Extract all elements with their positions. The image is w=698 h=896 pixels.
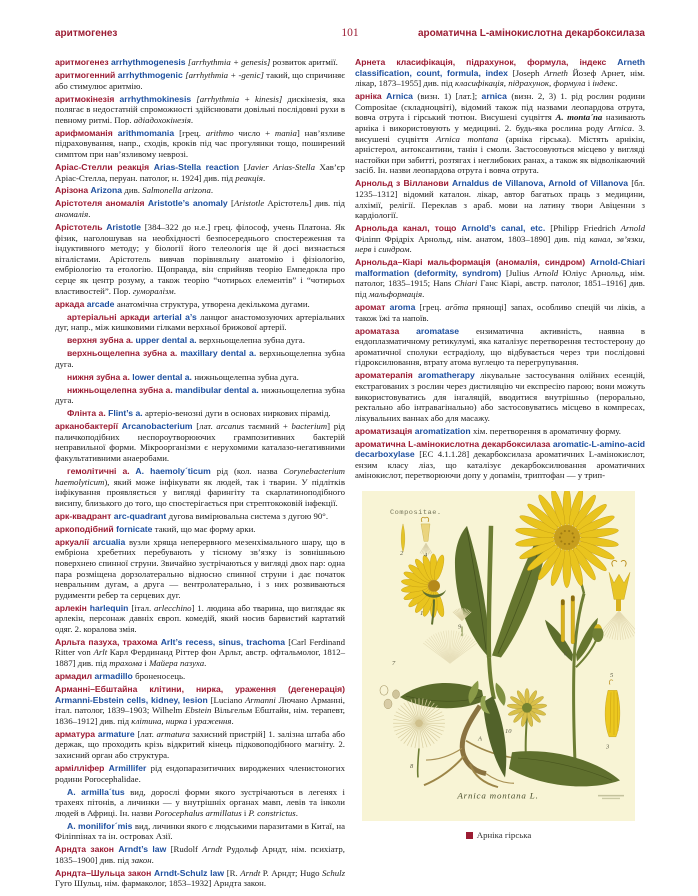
italic-text: mania	[274, 127, 297, 138]
figure-number-label: 2	[400, 550, 404, 557]
dictionary-entry	[55, 185, 345, 196]
definition-text: [R.	[226, 867, 241, 878]
headword-en: Armanni-Ebstein cells, kidney, lesion	[55, 694, 211, 705]
arnica-figure	[362, 491, 635, 840]
headword-en: arcade	[86, 298, 117, 309]
dictionary-entry	[55, 511, 345, 522]
definition-text: Йозеф Арнет, нім. лікар, 1873–1955] див. під	[355, 67, 645, 89]
dictionary-entry	[55, 868, 345, 889]
dictionary-entry	[355, 178, 645, 220]
definition-text: [Luciano	[210, 694, 246, 705]
dictionary-entry	[55, 128, 345, 160]
dictionary-entry	[55, 821, 345, 842]
headword-uk: Арістотель	[55, 222, 107, 233]
definition-text: анатомічна структура, утворена декількома дугами.	[116, 298, 310, 309]
headword-en: Arneth classification, count, formula, index	[355, 57, 645, 78]
definition-text: .	[295, 807, 298, 818]
definition-text: такий, що спричиняє або стимулює аритмію.	[55, 69, 345, 91]
botanical-plate-illustration	[362, 491, 635, 821]
italic-text: синдром	[378, 244, 410, 255]
headword-uk: нижньощелепна зубна a.	[67, 384, 176, 395]
caption-bullet-square	[466, 832, 473, 839]
right-column	[355, 57, 645, 891]
headword-en: Arizona	[90, 185, 125, 196]
headword-uk: Арманні–Ебштайна клітини, нирка, ураження (дегенерація)	[55, 684, 345, 695]
headword-en: arc-quadrant	[113, 510, 169, 521]
definition-text: ензиматична активність, наявна в ендоплазматичному ретикулумі, яка каталізує перетворення тестостерону до ароматичної сполуки естрадіолу, що відбувається через три послідовні гідроксилювання, втрату атома вуглецю та перегрупування.	[355, 325, 645, 368]
definition-text: Лючано Арманні, італ. патолог, 1839–1903; Wilhelm	[55, 694, 345, 716]
definition-text: [лат.	[137, 728, 157, 739]
headword-uk: аритмогенний	[55, 69, 118, 80]
definition-text: число +	[238, 127, 275, 138]
definition-text: дискінезія, яка полягає в недостатній спроможності здійснювати довільні послідовні рухи в певному ритмі. Пор.	[55, 93, 345, 125]
definition-text: і	[189, 715, 195, 726]
headword-uk: армадил	[55, 671, 95, 682]
dictionary-entry	[355, 439, 645, 481]
definition-text: [італ.	[131, 602, 154, 613]
italic-text: закон	[131, 854, 152, 865]
headword-en: maxillary dental a.	[180, 348, 260, 359]
headword-en: Arnica	[386, 91, 418, 102]
italic-text: arcanus	[216, 421, 248, 432]
headword-uk: Арнольда–Кіарі мальформація (аномалія, синдром)	[355, 257, 591, 268]
headword-en: armadillo	[94, 671, 136, 682]
definition-text: Юліус Арнольд, нім. патолог, 1835–1915; Hans	[355, 267, 646, 289]
definition-text: [лат.	[196, 421, 217, 432]
dictionary-entry	[355, 426, 645, 437]
headword-en: arrhythmogenic	[117, 69, 186, 80]
headword-en: arithmomania	[117, 127, 180, 138]
figure-number-label: A	[478, 735, 482, 743]
figure-number-label: 8	[410, 762, 414, 770]
definition-text: захисний пристрій] 1. залізна штаба або держак, що проходить крізь відкритий кінець підковоподібного магніту. 2. захисний орган або структура.	[55, 728, 345, 760]
dictionary-entry	[55, 335, 345, 346]
italic-text: [arrhythmia + genesis]	[187, 57, 273, 67]
headword-en: Aristotle’s anomaly	[147, 198, 232, 209]
headword-en: armature	[97, 728, 138, 739]
left-column	[55, 57, 345, 891]
definition-text: .	[422, 289, 425, 300]
headword-en: aromatic-L-amino-acid decarboxylase	[355, 438, 645, 460]
definition-text: таємний +	[247, 421, 292, 432]
definition-text: .	[151, 854, 154, 865]
dictionary-entry	[55, 312, 345, 333]
headword-en: aroma	[389, 302, 420, 313]
text-columns	[55, 57, 645, 891]
headword-uk: арніка	[355, 91, 387, 102]
definition-text: ), який може інфікувати як людей, так і тварин. У підлітків інфікування проявляється у вигляді фарингіту та скарлатиноподібного висипу, близького до того, що спостерігається при стрептококовій інфекції.	[55, 476, 345, 508]
dictionary-entry	[355, 91, 645, 176]
dictionary-entry	[55, 684, 345, 726]
headword-en: upper dental a.	[135, 335, 200, 346]
italic-text: Armanni	[245, 694, 279, 705]
headword-uk: ароматична L-амінокислотна декарбоксилаза	[355, 438, 553, 449]
italic-text: armatura	[156, 728, 193, 739]
dictionary-entry	[55, 385, 345, 406]
italic-text: Corynebacterium haemolyticum	[55, 466, 345, 487]
figure-number-label: 7	[392, 660, 396, 668]
headword-uk: верхня зубна a.	[67, 335, 136, 346]
headword-en: aromatase	[416, 325, 476, 336]
definition-text: такий, що має форму арки.	[154, 523, 256, 534]
definition-text: Рудольф Арндт, нім. психіатр, 1835–1900] див. під	[55, 844, 345, 865]
dictionary-entry	[355, 302, 645, 323]
headword-uk: Арнольда канал, тощо	[355, 223, 462, 234]
italic-text: P. constrictus	[248, 807, 296, 818]
dictionary-entry	[55, 603, 345, 635]
dictionary-entry	[55, 537, 345, 601]
italic-text: Schulz	[322, 867, 345, 878]
headword-uk: аркоподібний	[55, 523, 117, 534]
italic-text: Porocephalus armillatus	[154, 807, 244, 818]
italic-text: Arndt	[240, 867, 263, 878]
definition-text: розвиток аритмії.	[272, 57, 338, 67]
italic-text: arlecchino	[153, 602, 192, 613]
headword-uk: Арнета класифікація, підрахунок, формула, індекс	[355, 57, 618, 67]
plate-species-label: Arnica montana L.	[457, 790, 539, 801]
headword-uk: аркада	[55, 298, 87, 309]
definition-text: .	[262, 172, 266, 183]
italic-text: ураження	[194, 715, 232, 726]
dictionary-entry	[55, 372, 345, 383]
dictionary-entry	[55, 70, 345, 91]
italic-text: трахома	[109, 658, 145, 669]
italic-text: реакція	[235, 172, 263, 183]
figure-number-label: 1	[420, 610, 424, 617]
plate-family-label: Compositae.	[390, 509, 442, 518]
page-number: 101	[341, 27, 359, 39]
dictionary-entry	[55, 671, 345, 682]
italic-text: bacterium	[291, 421, 328, 432]
headword-uk: аритмокінезія	[55, 93, 120, 104]
headword-uk: аритмогенез	[55, 57, 112, 67]
dictionary-entry	[55, 198, 345, 219]
italic-text: мальформація	[368, 289, 423, 300]
headword-uk: ароматаза	[355, 325, 417, 336]
headword-uk: арлекін	[55, 602, 90, 613]
headword-en: Flint’s a.	[108, 408, 146, 419]
dictionary-entry	[355, 326, 645, 368]
definition-text: ] нав’язливе підраховування, напр., сходів, кроків під час прогулянки тощо, поширений симптом при нав’язливому неврозі.	[55, 127, 345, 159]
definition-text: (визн. 1) [лат.];	[417, 91, 482, 102]
definition-text: ] 1. людина або тварина, що виглядає як арлекін, персонаж давніх європ. комедій, який носив барвистий картатий одяг. 2. коралова змія.	[55, 602, 345, 634]
italic-text: індекс	[592, 78, 616, 89]
definition-text: [EC 4.1.1.28] декарбоксилаза ароматичних L-амінокислот, ензим класу ліаз, що каталізує декарбоксилювання ароматичних амінокислот, перетворюючи допу у допамін, триптофан — у трип-	[355, 449, 645, 481]
definition-text: [Carl Ferdinand Ritter von	[55, 636, 345, 658]
definition-text: .	[204, 658, 207, 669]
definition-text: і	[373, 244, 379, 255]
headword-en: arcualia	[92, 536, 130, 547]
definition-text: . 3. висушені суцвіття	[355, 122, 646, 144]
figure-caption	[362, 830, 635, 840]
headword-en: A. armilla´tus	[67, 786, 131, 797]
headword-uk: аркуалії	[55, 536, 93, 547]
definition-text: [Philipp Friedrich	[550, 223, 621, 234]
definition-text: [384–322 до н.е.] грец. філософ, учень Платона. Як фізик, наголошував на необхідності безпосереднього спостереження та індуктивного методу; у біології його телеологія ще й досі визнається віталістами. Арістотель вивчав порівняльну анатомію і фізіологію, ембріологію та етологію. Щоправда, він сприйняв теорію Емпедокла про серце як центр розуму, а також теорію “чотирьох елементів” і “чотирьох властивостей”. Пор.	[55, 222, 345, 296]
definition-text: [	[231, 198, 234, 209]
dictionary-entry	[55, 844, 345, 865]
definition-text: .	[210, 185, 214, 196]
definition-text: рід ендопаразитичних вироджених членистоногих родини Porocephalidae.	[55, 762, 345, 784]
headword-en: A. monilifor´mis	[67, 820, 135, 831]
definition-text: [	[243, 161, 247, 172]
headword-en: arterial a’s	[153, 311, 201, 322]
species-name-italic: A. monta´na	[555, 112, 606, 123]
definition-text: [Rudolf	[170, 844, 203, 855]
dictionary-entry	[55, 466, 345, 508]
dictionary-entry	[55, 787, 345, 819]
headword-en: Arcanobacterium	[121, 421, 197, 432]
definition-text: броненосець.	[135, 671, 186, 682]
definition-text: лікувальне застосування олійних есенцій, екстрагованих з рослин через дистиляцію чи експресію парою; вони можуть використовуватись для інгаляцій, вводитися внутрішньо (перорально, ректально або інтравагінально) або застосовуватись місцево в компресах, лікувальних ваннах або для масажу.	[355, 370, 645, 423]
italic-text: arithmo	[205, 127, 239, 138]
italic-text: Arnica montana	[435, 133, 506, 144]
definition-text: і	[243, 807, 249, 818]
definition-text: [Julius	[505, 267, 534, 278]
definition-text: нижньощелепна зубна дуга.	[55, 384, 345, 406]
italic-text: Ebstein	[185, 705, 215, 716]
dictionary-entry	[55, 421, 345, 463]
dictionary-entry	[55, 222, 345, 296]
italic-text: [arrhythmia + -genic]	[185, 69, 267, 80]
headword-en: aromatization	[414, 425, 473, 436]
definition-text: .	[190, 114, 194, 125]
definition-text: Карл Фердинанд Ріттер фон Арльт, австр. офтальмолог, 1812–1887] див. під	[55, 647, 345, 669]
definition-text: верхньощелепна зубна дуга.	[55, 348, 346, 369]
definition-text: Арістотель] див. під	[267, 198, 345, 209]
headword-uk: Арльта пазуха, трахома	[55, 636, 161, 647]
headword-en: Arnold’s canal, etc.	[461, 223, 551, 234]
italic-text: Arneth	[544, 67, 573, 78]
figure-number-label: 3	[606, 743, 610, 751]
italic-text: Arnold	[533, 267, 563, 278]
italic-text: аномалія	[55, 209, 89, 220]
italic-text: канал, зв’язки, нерв	[355, 233, 645, 255]
headword-en: Arnaldus de Villanova, Arnold of Villanova	[451, 178, 632, 189]
headword-en: Arlt’s recess, sinus, trachoma	[160, 636, 289, 647]
definition-text: артеріо-венозні дуги в основах ниркових пірамід.	[145, 408, 331, 419]
headword-en: Arndt-Schulz law	[154, 867, 227, 878]
italic-text: адіадохокінезія	[133, 114, 191, 125]
running-head	[55, 28, 645, 42]
italic-text: Arnica	[607, 122, 632, 133]
running-head-right: ароматична L-амінокислотна декарбоксилаза	[418, 28, 645, 39]
headword-en: Arias-Stella reaction	[153, 161, 244, 172]
definition-text: ] рід паличкоподібних неспороутворюючих грампозитивних бактерій неправильної форми. Мікроорганізми є нерухомими каталазо-негативними факультативними анаеробами.	[55, 421, 346, 464]
definition-text: .	[88, 209, 91, 220]
dictionary-entry	[55, 162, 345, 183]
definition-text: верхньощелепна зубна дуга.	[199, 335, 305, 346]
definition-text: і	[587, 78, 593, 89]
definition-text: .	[615, 78, 618, 89]
italic-text: Arnold	[620, 223, 646, 234]
headword-uk: ароматерапія	[355, 370, 418, 381]
headword-uk: арматура	[55, 728, 98, 739]
figure-number-label: 10	[505, 728, 512, 735]
italic-text: Майера пазуха	[149, 658, 205, 669]
italic-text: клітина, нирка	[131, 715, 190, 726]
headword-uk: верхньощелепна зубна a.	[67, 348, 181, 359]
figure-number-label: 9	[458, 623, 462, 631]
dictionary-entry	[55, 299, 345, 310]
headword-en: fornicate	[116, 523, 155, 534]
headword-en: Arnold-Chiari malformation (deformity, syndrom)	[355, 257, 645, 278]
dictionary-entry	[55, 637, 345, 669]
running-head-left: аритмогенез	[55, 28, 118, 39]
definition-text: Філіпп Фрідріх Арнольд, нім. анатом, 1803–1890] див. під	[355, 233, 590, 244]
definition-text: Ганс Кіарі, австр. патолог, 1851–1916] див. під	[355, 278, 645, 300]
headword-uk: арифмоманія	[55, 127, 118, 138]
dictionary-entry	[355, 370, 645, 423]
headword-uk: Аріас-Стелли реакція	[55, 161, 154, 172]
definition-text: (визн. 2, 3) 1. рід рослин родини Compositae (складноцвіті), відомий також під назвами леопардова отрута, вовча отрута і гірський тютюн. Висушені суцвіття	[355, 91, 645, 123]
definition-text: вузли хряща неперервного мезенхімального шару, що в ембріона хребетних перебувають у тісному зв’язку із зовнішньою поверхнею спинної струни. Звичайно зустрічаються у вигляді двох пар: одна пара розміщена дорзолатерально відносно спинної струни і дає початок невральним дугам, а друга — вентролатерально, і з них розвиваються рудименти ребер та серцевих дуг.	[55, 536, 345, 600]
italic-text: Arlt	[93, 647, 110, 658]
headword-uk: нижня зубна a.	[67, 371, 133, 382]
dictionary-entry	[355, 223, 645, 255]
headword-uk: гемолітичні a.	[67, 466, 136, 477]
seed-head-puff	[393, 698, 445, 748]
headword-en: aromatherapy	[417, 370, 480, 381]
headword-en: A. haemoly´ticum	[135, 466, 217, 477]
definition-text: прянощі] запах, особливо спецій чи ліків, а також їжі та напоїв.	[355, 302, 645, 323]
italic-text: гуморалізм	[132, 285, 174, 296]
definition-text: хім. перетворення в ароматичну форму.	[472, 425, 621, 436]
definition-text: [бл. 1235–1312] відомий каталон. лікар, автор багатьох праць з медицини, алхімії, релігії. Переклав з араб. мови на латину твори Авіценни з кардіології.	[355, 178, 645, 221]
definition-text: .	[231, 715, 234, 726]
definition-text: називають арніка і використовують у медицині. 2. будь-яка рослина роду	[355, 112, 645, 133]
headword-uk: Флінта a.	[67, 408, 109, 419]
headword-uk: Арнольд з Вілланови	[355, 178, 452, 189]
definition-text: [грец.	[419, 302, 446, 313]
figure-number-label: 6	[564, 650, 568, 658]
figure-number-label: 4	[424, 551, 428, 559]
headword-en: mandibular dental a.	[175, 384, 262, 395]
headword-uk: арканобактерії	[55, 421, 122, 432]
dictionary-entry	[55, 94, 345, 126]
headword-uk: аромат	[355, 302, 390, 313]
definition-text: ланцюг анастомозуючих артеріальних дуг, напр., між кишковими гілками верхньої брижової артерії.	[55, 311, 345, 333]
headword-uk: Арістотеля аномалія	[55, 198, 148, 209]
headword-uk: ароматизація	[355, 425, 415, 436]
headword-uk: Арндта–Шульца закон	[55, 867, 155, 878]
definition-text: Вільгельм Ебштайн, нім. терапевт, 1836–1912] див. під	[55, 705, 345, 726]
definition-text: і	[144, 658, 150, 669]
headword-en: lower dental a.	[132, 371, 195, 382]
definition-text: рід (кол. назва	[216, 466, 284, 477]
definition-text: .	[173, 285, 176, 296]
headword-en: Armillifer	[108, 762, 151, 773]
italic-text: класифікація, підрахунок, формула	[454, 78, 588, 89]
definition-text: див.	[124, 185, 143, 196]
dictionary-entry	[55, 57, 345, 68]
definition-text: Р. Арндт; Hugo	[262, 867, 323, 878]
headword-en: Arndt’s law	[118, 844, 171, 855]
definition-text: вид, дорослі форми якого зустрічаються в легенях і трахеях пітонів, а личинки — у внутрішніх органах мавп, левів та інколи людей в Африці. Ін. назви	[55, 786, 345, 818]
definition-text: Хав’єр Аріас-Стелла, перуан. патолог, н. 1924] див. під	[55, 161, 345, 183]
definition-text: дугова вимірювальна система з дугою 90°.	[168, 510, 329, 521]
definition-text: вид, личинки якого є людськими паразитами в Китаї, на Філіппінах та ін. островах Азії.	[55, 820, 345, 842]
dictionary-entry	[55, 408, 345, 419]
italic-text: Salmonella arizona	[142, 185, 211, 196]
definition-text: Гуго Шульц, нім. фармаколог, 1853–1932] Арндта закон.	[55, 878, 267, 889]
dictionary-entry	[55, 524, 345, 535]
figure-number-label: 5	[610, 671, 614, 679]
headword-uk: Арндта закон	[55, 844, 119, 855]
italic-text: Arndt	[202, 844, 227, 855]
italic-text: arōma	[445, 302, 473, 313]
headword-uk: Арізона	[55, 185, 91, 196]
headword-en: arrhythmogenesis	[111, 57, 188, 67]
dictionary-entry	[55, 729, 345, 761]
right-column-entries	[355, 57, 645, 481]
italic-text: Chiari	[454, 278, 481, 289]
headword-en: arnica	[481, 91, 512, 102]
headword-uk: армілліфер	[55, 762, 109, 773]
definition-text: нижньощелепна зубна дуга.	[194, 371, 299, 382]
dictionary-entry	[55, 348, 345, 369]
headword-en: arrhythmokinesis	[119, 93, 197, 104]
headword-en: Aristotle	[106, 222, 145, 233]
dictionary-entry	[355, 257, 645, 299]
italic-text: Javier Arias-Stella	[246, 161, 320, 172]
definition-text: .	[409, 244, 412, 255]
headword-uk: арк-квадрант	[55, 510, 114, 521]
dictionary-entry	[55, 763, 345, 784]
definition-text: [грец.	[179, 127, 206, 138]
italic-text: [arrhythmia + kinesis]	[196, 93, 288, 104]
italic-text: Aristotle	[233, 198, 268, 209]
definition-text: (арніка гірська). Містять арнікін, арністерол, антоксантини, танін і смоли. Застосовуються місцево у вигляді настойки при забитті, розтягах і неглибоких ранах, а також як відволікаючий засіб. Ін. назви леопардова отрута і вовча отрута.	[355, 133, 645, 176]
caption-text: Арніка гірська	[476, 830, 532, 841]
definition-text: [Joseph	[512, 67, 544, 78]
headword-en: harlequin	[89, 602, 132, 613]
headword-uk: артеріальні аркади	[67, 311, 154, 322]
dictionary-entry	[355, 57, 645, 89]
